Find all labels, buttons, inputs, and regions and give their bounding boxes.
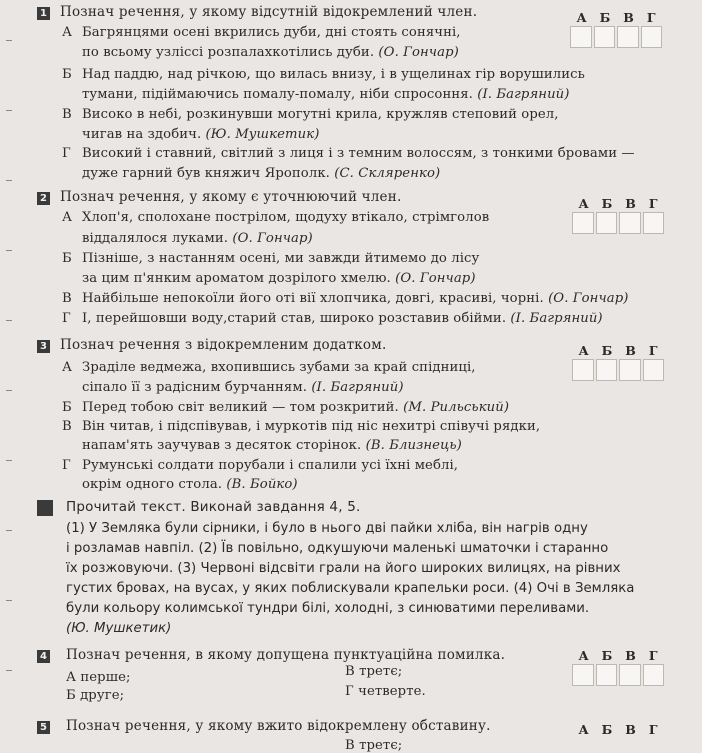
answer-letter: Г: [648, 722, 658, 737]
option-g-cont: окрім одного стола. (В. Бойко): [82, 477, 298, 492]
answer-cell-a[interactable]: [570, 26, 592, 48]
option-g: Г Румунські солдати порубали і спалили усі їхні меблі,: [62, 458, 459, 473]
option-a: А Багрянцями осені вкрились дуби, дні стоять сонячні,: [62, 25, 461, 40]
task-number: 5: [37, 721, 50, 734]
option-v-cont: напам'ять заучував з десяток сторінок. (В. Близнець): [82, 438, 462, 453]
task-number: 3: [37, 340, 50, 353]
answer-grid: [572, 648, 664, 686]
answer-cell-a[interactable]: [572, 664, 594, 686]
answer-letter: Б: [599, 10, 611, 25]
task-number: 2: [37, 192, 50, 205]
option-v: В Найбільше непокоїли його оті вії хлопчика, довгі, красиві, чорні. (О. Гончар): [62, 291, 629, 306]
answer-letter: Б: [601, 722, 613, 737]
option-a: А Хлоп'я, сполохане пострілом, щодуху втікало, стрімголов: [62, 210, 490, 225]
answer-cell-a[interactable]: [572, 212, 594, 234]
option-v: В Він читав, і підспівував, і муркотів під ніс нехитрі співучі рядки,: [62, 419, 541, 434]
option-a: А Зраділе ведмежа, вхопившись зубами за край спідниці,: [62, 360, 476, 375]
answer-letter: А: [578, 722, 589, 737]
answer-cell-v[interactable]: [619, 664, 641, 686]
answer-letter: Б: [601, 648, 613, 663]
option-g-cont: дуже гарний був княжич Ярополк. (С. Скляренко): [82, 166, 441, 181]
option-b-cont: за цим п'янким ароматом дозрілого хмелю. (О. Гончар): [82, 271, 476, 286]
option-a-cont: по всьому узліссі розпалахкотілись дуби. (О. Гончар): [82, 45, 459, 60]
reading-line: були кольору колимської тундри білі, холодні, з синюватими переливами.: [66, 601, 590, 616]
option-v: В третє;: [345, 664, 403, 679]
option-b: Б друге;: [66, 688, 125, 703]
option-b: Б Над паддю, над річкою, що вилась внизу, і в ущелинах гір ворушились: [62, 67, 585, 82]
answer-letter: А: [578, 648, 589, 663]
reading-line: густих бровах, на вусах, у яких поблискували крапельки роси. (4) Очі в Земляка: [66, 581, 635, 596]
task-question: Познач речення, у якому вжито відокремлену обставину.: [66, 718, 491, 734]
reading-marker: [37, 500, 53, 516]
answer-letter: В: [625, 722, 636, 737]
answer-grid: [570, 10, 662, 48]
option-a-cont: сіпало її з радісним бурчанням. (І. Багряний): [82, 380, 404, 395]
answer-letter: А: [578, 343, 589, 358]
answer-letter: А: [578, 196, 589, 211]
option-b: Б Пізніше, з настанням осені, ми завжди йтимемо до лісу: [62, 251, 480, 266]
answer-cell-v[interactable]: [619, 359, 641, 381]
answer-letter: Б: [601, 343, 613, 358]
answer-letter: В: [625, 648, 636, 663]
answer-grid: [572, 343, 664, 381]
answer-cell-g[interactable]: [643, 212, 665, 234]
answer-cell-g[interactable]: [643, 359, 665, 381]
reading-title: Прочитай текст. Виконай завдання 4, 5.: [66, 499, 361, 515]
answer-letter: В: [625, 196, 636, 211]
option-a: А перше;: [66, 670, 131, 685]
task-number: 1: [37, 7, 50, 20]
option-a-cont: віддалялося луками. (О. Гончар): [82, 231, 313, 246]
reading-line: їх розжовуючи. (3) Червоні відсвіти грали на його широких вилицях, на рівних: [66, 561, 621, 576]
option-v: В третє;: [345, 738, 403, 753]
option-v: В Високо в небі, розкинувши могутні крила, кружляв степовий орел,: [62, 107, 559, 122]
option-g: Г Високий і ставний, світлий з лиця і з темним волоссям, з тонкими бровами —: [62, 146, 635, 161]
answer-cell-g[interactable]: [641, 26, 663, 48]
answer-cell-v[interactable]: [619, 212, 641, 234]
task-question: Познач речення, у якому є уточнюючий член.: [60, 189, 402, 205]
task-question: Познач речення, в якому допущена пунктуаційна помилка.: [66, 647, 506, 663]
answer-letter: Г: [648, 343, 658, 358]
answer-grid: [572, 722, 664, 738]
answer-cell-v[interactable]: [617, 26, 639, 48]
option-b: Б Перед тобою світ великий — том розкритий. (М. Рильський): [62, 400, 510, 415]
answer-letter: Г: [648, 648, 658, 663]
answer-letter: А: [576, 10, 587, 25]
answer-letter: Г: [646, 10, 656, 25]
answer-letter: Г: [648, 196, 658, 211]
answer-cell-b[interactable]: [596, 212, 618, 234]
answer-cell-b[interactable]: [596, 664, 618, 686]
reading-source: (Ю. Мушкетик): [66, 621, 172, 636]
answer-grid: [572, 196, 664, 234]
answer-cell-g[interactable]: [643, 664, 665, 686]
task-question: Познач речення, у якому відсутній відокремлений член.: [60, 4, 478, 20]
answer-letter: В: [623, 10, 634, 25]
reading-line: (1) У Земляка були сірники, і було в нього дві пайки хліба, він нагрів одну: [66, 521, 588, 536]
option-g: Г четверте.: [345, 684, 426, 699]
option-b-cont: тумани, підіймаючись помалу-помалу, ніби спросоння. (І. Багряний): [82, 87, 570, 102]
option-g: Г І, перейшовши воду,старий став, широко розставив обійми. (І. Багряний): [62, 311, 603, 326]
reading-line: і розламав навпіл. (2) Їв повільно, одкушуючи маленькі шматочки і старанно: [66, 541, 609, 556]
task-question: Познач речення з відокремленим додатком.: [60, 337, 387, 353]
answer-cell-b[interactable]: [596, 359, 618, 381]
option-v-cont: чигав на здобич. (Ю. Мушкетик): [82, 127, 320, 142]
answer-letter: В: [625, 343, 636, 358]
answer-cell-a[interactable]: [572, 359, 594, 381]
answer-letter: Б: [601, 196, 613, 211]
task-number: 4: [37, 650, 50, 663]
answer-cell-b[interactable]: [594, 26, 616, 48]
